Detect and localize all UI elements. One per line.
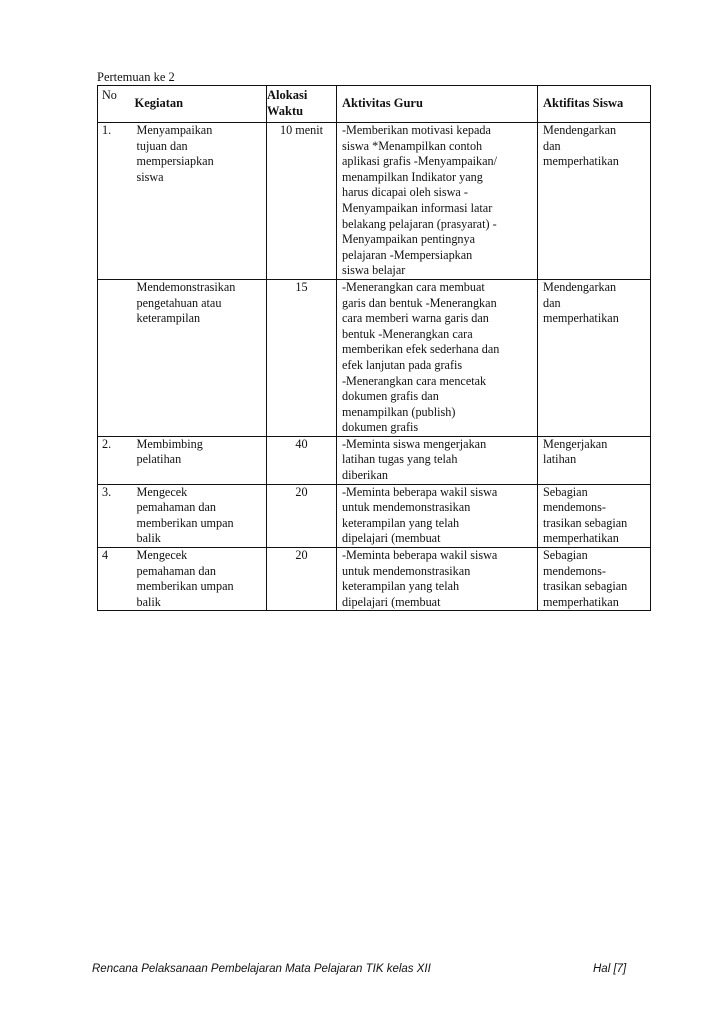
cell-aktivitas-guru-line: dokumen grafis [342, 420, 419, 435]
cell-aktivitas-guru-line: efek lanjutan pada grafis [342, 357, 463, 372]
cell-no-line: 4 [102, 548, 109, 563]
cell-kegiatan-line: Menyampaikan [136, 123, 213, 137]
lesson-plan-table [97, 85, 651, 611]
cell-aktivitas-guru-line: -Menerangkan cara mencetak [342, 373, 487, 388]
cell-no-line: 2. [102, 436, 112, 451]
cell-aktifitas-siswa-line: memperhatikan [543, 594, 619, 609]
cell-kegiatan-line: keterampilan [136, 311, 201, 326]
cell-aktivitas-guru-line: -Meminta siswa mengerjakan [342, 436, 487, 451]
cell-aktifitas-siswa-line: Mendengarkan [543, 123, 617, 137]
cell-alokasi-waktu [267, 548, 337, 611]
header-no: No [98, 86, 131, 123]
cell-kegiatan-line: Membimbing [136, 436, 203, 451]
cell-aktivitas-guru-line: keterampilan yang telah [342, 579, 460, 594]
cell-aktivitas-guru-line: siswa belajar [342, 263, 406, 278]
cell-aktivitas-guru-line: cara memberi warna garis dan [342, 311, 489, 326]
cell-aktifitas-siswa-line: Mendengarkan [543, 279, 617, 294]
cell-aktivitas-guru-line: Menyampaikan informasi latar [342, 200, 493, 215]
cell-no [98, 484, 131, 547]
cell-aktivitas-guru-line: aplikasi grafis -Menyampaikan/ [342, 154, 498, 169]
cell-kegiatan-line: siswa [136, 169, 164, 184]
cell-aktivitas-guru-line: bentuk -Menerangkan cara [342, 326, 473, 341]
cell-alokasi-waktu [267, 436, 337, 484]
cell-no [98, 279, 131, 436]
cell-alokasi-waktu [267, 123, 337, 280]
table-row [98, 548, 651, 611]
page-heading: Pertemuan ke 2 [97, 70, 175, 84]
cell-aktifitas-siswa-line: Sebagian [543, 484, 588, 499]
header-alokasi-waktu [267, 86, 337, 123]
footer-document-title: Rencana Pelaksanaan Pembelajaran Mata Pelajaran TIK kelas XII [92, 963, 431, 975]
cell-aktifitas-siswa-line: mendemons- [543, 563, 606, 578]
cell-kegiatan-line: Mendemonstrasikan [136, 279, 236, 294]
cell-aktivitas-guru-line: dokumen grafis dan [342, 389, 439, 404]
cell-aktivitas-guru-line: diberikan [342, 468, 389, 483]
cell-alokasi-waktu [267, 484, 337, 547]
cell-kegiatan [131, 484, 267, 547]
cell-alokasi-waktu-line: 20 [295, 548, 308, 563]
cell-aktivitas-guru [337, 548, 538, 611]
cell-no [98, 548, 131, 611]
cell-aktivitas-guru-line: garis dan bentuk -Menerangkan [342, 295, 497, 310]
cell-kegiatan [131, 279, 267, 436]
cell-aktivitas-guru-line: memberikan efek sederhana dan [342, 342, 500, 357]
cell-aktifitas-siswa-line: dan [543, 138, 561, 153]
table-row [98, 123, 651, 280]
cell-alokasi-waktu-line: 10 menit [280, 123, 323, 137]
table-header-row [98, 86, 651, 123]
cell-alokasi-waktu [267, 279, 337, 436]
header-aktifitas-siswa: Aktifitas Siswa [538, 86, 651, 123]
cell-aktivitas-guru-line: untuk mendemonstrasikan [342, 563, 471, 578]
cell-aktivitas-guru [337, 123, 538, 280]
cell-kegiatan-line: mempersiapkan [136, 154, 214, 169]
cell-kegiatan-line: pemahaman dan [136, 500, 217, 515]
cell-aktifitas-siswa [538, 484, 651, 547]
cell-kegiatan-line: Mengecek [136, 548, 188, 563]
cell-kegiatan-line: pemahaman dan [136, 563, 217, 578]
header-aktivitas-guru: Aktivitas Guru [337, 86, 538, 123]
cell-aktifitas-siswa-line: trasikan sebagian [543, 515, 628, 530]
cell-aktivitas-guru-line: untuk mendemonstrasikan [342, 500, 471, 515]
cell-aktifitas-siswa [538, 548, 651, 611]
cell-alokasi-waktu-line: 40 [295, 436, 308, 451]
table-row [98, 436, 651, 484]
cell-aktivitas-guru [337, 484, 538, 547]
cell-aktifitas-siswa-line: Sebagian [543, 548, 588, 563]
cell-kegiatan-line: Mengecek [136, 484, 188, 499]
cell-aktivitas-guru-line: harus dicapai oleh siswa - [342, 185, 468, 200]
cell-kegiatan-line: memberikan umpan [136, 515, 234, 530]
cell-kegiatan-line: pelatihan [136, 452, 182, 467]
cell-no [98, 436, 131, 484]
cell-kegiatan-line: memberikan umpan [136, 579, 234, 594]
cell-no [98, 123, 131, 280]
cell-aktifitas-siswa-line: memperhatikan [543, 531, 619, 546]
cell-alokasi-waktu-line: 20 [295, 484, 308, 499]
cell-aktivitas-guru-line: latihan tugas yang telah [342, 452, 458, 467]
cell-kegiatan-line: balik [136, 594, 161, 609]
table-row [98, 484, 651, 547]
cell-no-line: 1. [102, 123, 112, 137]
cell-aktifitas-siswa [538, 279, 651, 436]
cell-aktivitas-guru-line: -Menerangkan cara membuat [342, 279, 485, 294]
table-row [98, 279, 651, 436]
cell-aktivitas-guru-line: -Memberikan motivasi kepada [342, 123, 491, 137]
cell-aktifitas-siswa [538, 436, 651, 484]
cell-aktivitas-guru [337, 279, 538, 436]
cell-kegiatan-line: balik [136, 531, 161, 546]
cell-kegiatan-line: tujuan dan [136, 138, 188, 153]
cell-aktifitas-siswa-line: dan [543, 295, 561, 310]
footer-page-number: Hal [7] [593, 963, 627, 975]
cell-aktivitas-guru-line: keterampilan yang telah [342, 515, 460, 530]
cell-aktifitas-siswa-line: latihan [543, 452, 577, 467]
cell-aktivitas-guru [337, 436, 538, 484]
cell-aktifitas-siswa-line: trasikan sebagian [543, 579, 628, 594]
cell-aktifitas-siswa [538, 123, 651, 280]
header-alokasi-line1: Alokasi [267, 88, 308, 103]
cell-aktivitas-guru-line: -Meminta beberapa wakil siswa [342, 484, 498, 499]
cell-aktivitas-guru-line: siswa *Menampilkan contoh [342, 138, 483, 153]
cell-aktivitas-guru-line: -Meminta beberapa wakil siswa [342, 548, 498, 563]
header-kegiatan: Kegiatan [131, 86, 267, 123]
cell-aktivitas-guru-line: menampilkan Indikator yang [342, 169, 483, 184]
cell-aktivitas-guru-line: pelajaran -Mempersiapkan [342, 247, 473, 262]
cell-kegiatan-line: pengetahuan atau [136, 295, 222, 310]
cell-aktivitas-guru-line: dipelajari (membuat [342, 531, 441, 546]
cell-kegiatan [131, 548, 267, 611]
cell-kegiatan [131, 436, 267, 484]
header-alokasi-line2: Waktu [267, 104, 304, 118]
cell-aktifitas-siswa-line: mendemons- [543, 500, 606, 515]
cell-aktivitas-guru-line: belakang pelajaran (prasyarat) - [342, 216, 497, 231]
cell-aktifitas-siswa-line: memperhatikan [543, 154, 619, 169]
cell-aktivitas-guru-line: Menyampaikan pentingnya [342, 232, 476, 247]
cell-kegiatan [131, 123, 267, 280]
cell-aktivitas-guru-line: dipelajari (membuat [342, 594, 441, 609]
cell-alokasi-waktu-line: 15 [295, 279, 308, 294]
cell-no-line: 3. [102, 484, 112, 499]
cell-aktifitas-siswa-line: memperhatikan [543, 311, 619, 326]
cell-aktivitas-guru-line: menampilkan (publish) [342, 404, 456, 419]
cell-aktifitas-siswa-line: Mengerjakan [543, 436, 608, 451]
